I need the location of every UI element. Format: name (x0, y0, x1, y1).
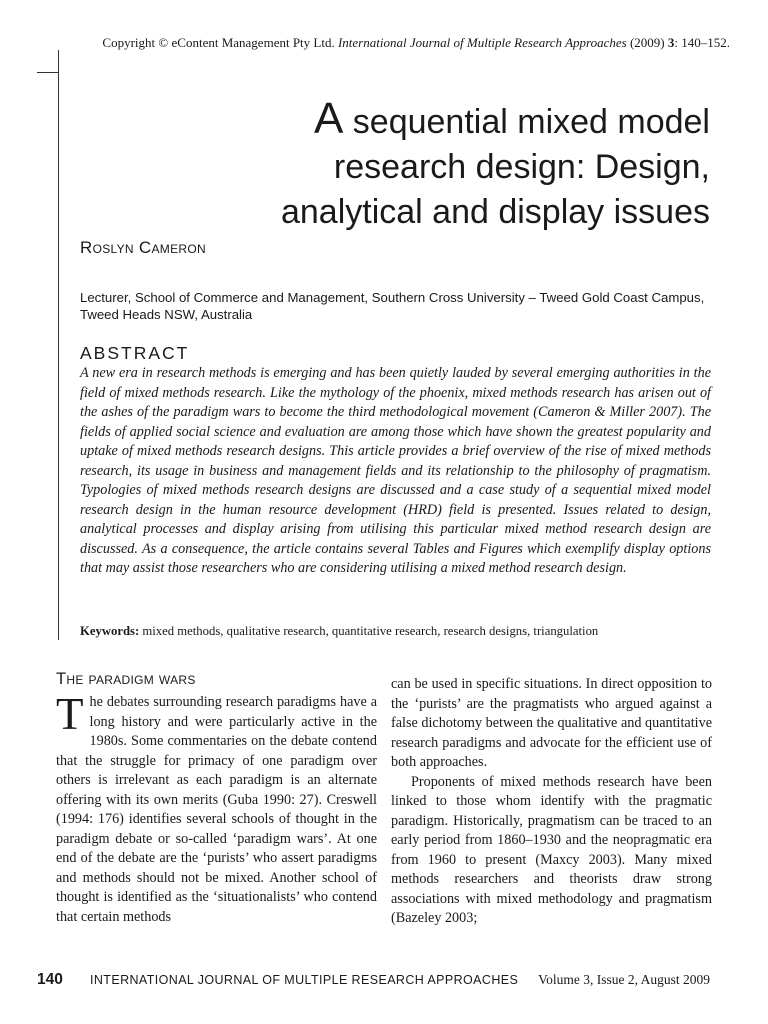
author-affiliation: Lecturer, School of Commerce and Management, Southern Cross University – Tweed Gold Coast Campus, Tweed Heads NSW, Australia (80, 290, 705, 322)
keywords-list: mixed methods, qualitative research, quantitative research, research designs, triangulation (139, 624, 599, 638)
body-paragraph: Proponents of mixed methods research have been linked to those whom identify with the pragmatic paradigm. Historically, pragmatism can be traced to an early period from 1860–1930 and the neopragmatic era from 1960 to present (Maxcy 2003). Many mixed methods researchers and theorists draw strong associations with mixed methodology and pragmatism (Bazeley 2003; (391, 773, 712, 926)
paragraph-text: he debates surrounding research paradigms have a long history and were particularly active in the 1980s. Some commentaries on the debate contend that the struggle for primacy of one paradigm over others is irrelevant as each paradigm is an alternate offering with its own merits (Guba 1990: 27). Creswell (1994: 176) identifies several schools of thought in the paradigm debate or so-called ‘paradigm wars’. At one end of the debate are the ‘purists’ who assert paradigms and methods should not be mixed. Another school of thought is identified as the ‘situationalists’ who contend that certain methods (56, 694, 377, 925)
footer-journal-name: INTERNATIONAL JOURNAL OF MULTIPLE RESEARCH APPROACHES (90, 973, 519, 987)
keywords-label: Keywords: (80, 624, 140, 638)
title-line-3: analytical and display issues (280, 193, 710, 231)
copyright-prefix: Copyright © eContent Management Pty Ltd. (102, 35, 335, 50)
footer-issue-info: Volume 3, Issue 2, August 2009 (538, 972, 710, 987)
copyright-year: (2009) (629, 35, 665, 50)
body-paragraph: can be used in specific situations. In direct opposition to the ‘purists’ are the pragmatists who argued against a false dichotomy between the qualitative and quantitative research paradigms and advocate for the efficient use of both approaches. (391, 676, 712, 770)
body-paragraph (56, 689, 377, 927)
abstract-heading: ABSTRACT (80, 343, 190, 363)
title-line-1: sequential mixed model (343, 103, 710, 141)
section-heading: The paradigm wars (56, 670, 196, 688)
title-initial-letter: A (313, 94, 344, 143)
author-name: Roslyn Cameron (80, 238, 206, 257)
copyright-pages: : 140–152. (674, 35, 730, 50)
title-line-2: research design: Design, (333, 148, 710, 186)
page-footer (0, 971, 768, 991)
body-column-left (56, 669, 377, 927)
copyright-journal-name: International Journal of Multiple Research Approaches (337, 35, 627, 50)
copyright-line (58, 35, 730, 51)
abstract-text: A new era in research methods is emerging and has been quietly lauded by several emerging authorities in the field of mixed methods research. Like the mythology of the phoenix, mixed methods research has arisen out of the ashes of the paradigm wars to become the third methodological movement (Cameron & Miller 2007). The fields of applied social science and evaluation are among those which have shown the greatest popularity and uptake of mixed methods research designs. This article provides a brief overview of the rise of mixed methods research, its usage in business and management fields and its relationship to the philosophy of pragmatism. Typologies of mixed methods research designs are discussed and a case study of a sequential mixed model research design in the human resource development (HRD) field is presented. Issues related to design, analytical processes and display arising from utilising this particular mixed method research design are discussed. As a consequence, the article contains several Tables and Figures which exemplify display options that may assist those researchers who are considering utilising a mixed method research design. (80, 365, 711, 576)
header-rule-vertical (58, 50, 59, 640)
copyright-volume: 3 (667, 35, 675, 50)
header-rule-horizontal (37, 72, 59, 73)
article-title (200, 96, 710, 235)
body-column-right (391, 675, 712, 929)
page-number: 140 (37, 971, 63, 988)
drop-cap-letter: T (56, 689, 84, 739)
keywords-line (80, 624, 598, 639)
